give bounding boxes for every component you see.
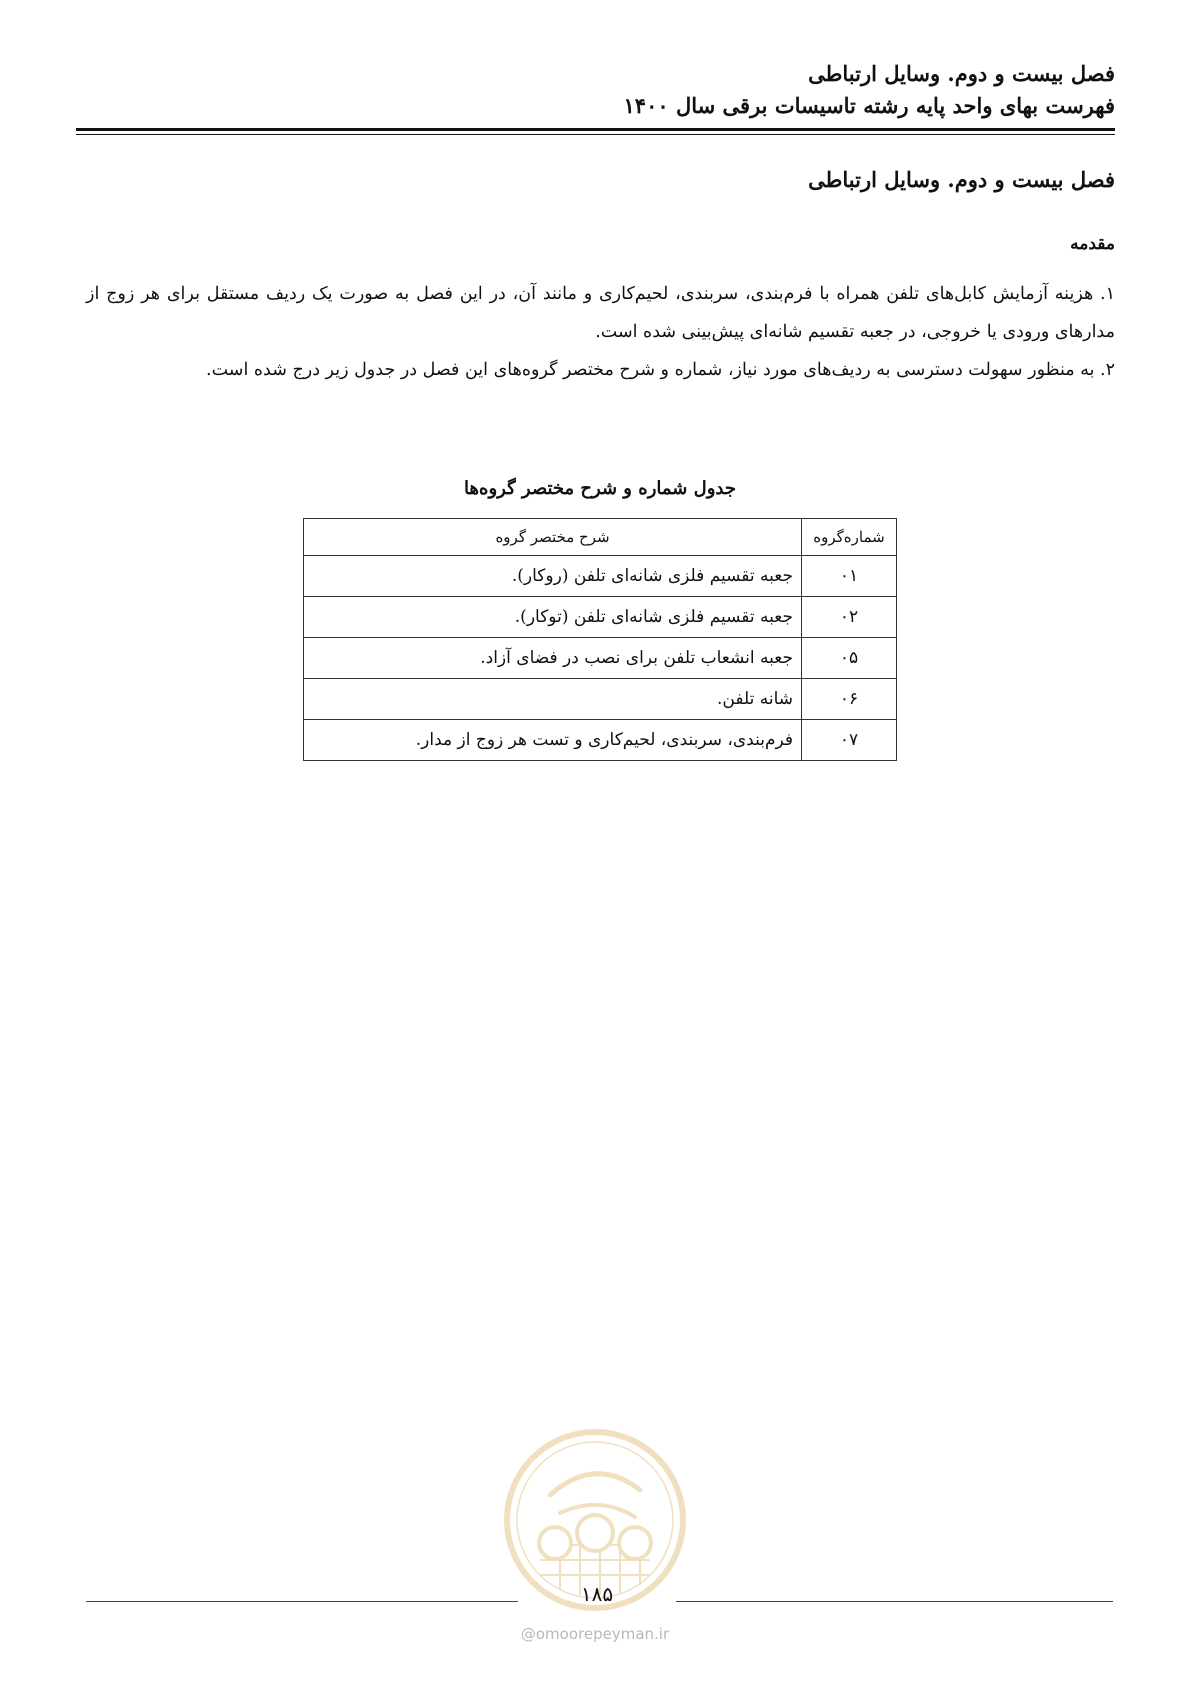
intro-paragraph-2: ۲. به منظور سهولت دسترسی به ردیف‌های مورد نیاز، شماره و شرح مختصر گروه‌های این فصل در جدول زیر درج شده است. (206, 360, 1115, 380)
header-catalog-line: فهرست بهای واحد پایه رشته تاسیسات برقی سال ۱۴۰۰ (623, 93, 1115, 118)
groups-table (303, 518, 897, 761)
group-description-cell: فرم‌بندی، سربندی، لحیم‌کاری و تست هر زوج از مدار. (304, 720, 802, 761)
website-watermark-text: @omoorepeyman.ir (520, 1625, 670, 1643)
page-number: ۱۸۵ (580, 1582, 614, 1606)
group-description-cell: جعبه تقسیم فلزی شانه‌ای تلفن (توکار). (304, 597, 802, 638)
group-description-cell: جعبه انشعاب تلفن برای نصب در فضای آزاد. (304, 638, 802, 679)
group-code-cell: ۰۱ (802, 556, 897, 597)
table-row (304, 556, 897, 597)
table-row (304, 720, 897, 761)
intro-paragraphs (86, 275, 1115, 389)
column-header-description: شرح مختصر گروه (304, 519, 802, 556)
group-code-cell: ۰۵ (802, 638, 897, 679)
header-rule-thin (76, 134, 1115, 135)
group-code-cell: ۰۶ (802, 679, 897, 720)
group-description-cell: شانه تلفن. (304, 679, 802, 720)
header-rule-thick (76, 128, 1115, 131)
group-code-cell: ۰۲ (802, 597, 897, 638)
header-chapter-line: فصل بیست و دوم. وسایل ارتباطی (808, 61, 1115, 86)
intro-heading: مقدمه (1070, 234, 1115, 254)
group-description-cell: جعبه تقسیم فلزی شانه‌ای تلفن (روکار). (304, 556, 802, 597)
table-row (304, 679, 897, 720)
page-header (75, 58, 1115, 122)
footer-rule-left (86, 1601, 518, 1602)
intro-paragraph-1: ۱. هزینه آزمایش کابل‌های تلفن همراه با فرم‌بندی، سربندی، لحیم‌کاری و مانند آن، در این فصل به صورت یک ردیف مستقل برای هر زوج از مدارهای ورودی یا خروجی، در جعبه تقسیم شانه‌ای پیش‌بینی شده است. (86, 284, 1115, 342)
table-row (304, 638, 897, 679)
table-row (304, 597, 897, 638)
table-header-row (304, 519, 897, 556)
chapter-title: فصل بیست و دوم. وسایل ارتباطی (808, 167, 1115, 192)
table-caption: جدول شماره و شرح مختصر گروه‌ها (464, 478, 736, 499)
column-header-code: شماره‌گروه (802, 519, 897, 556)
group-code-cell: ۰۷ (802, 720, 897, 761)
footer-rule-right (676, 1601, 1113, 1602)
